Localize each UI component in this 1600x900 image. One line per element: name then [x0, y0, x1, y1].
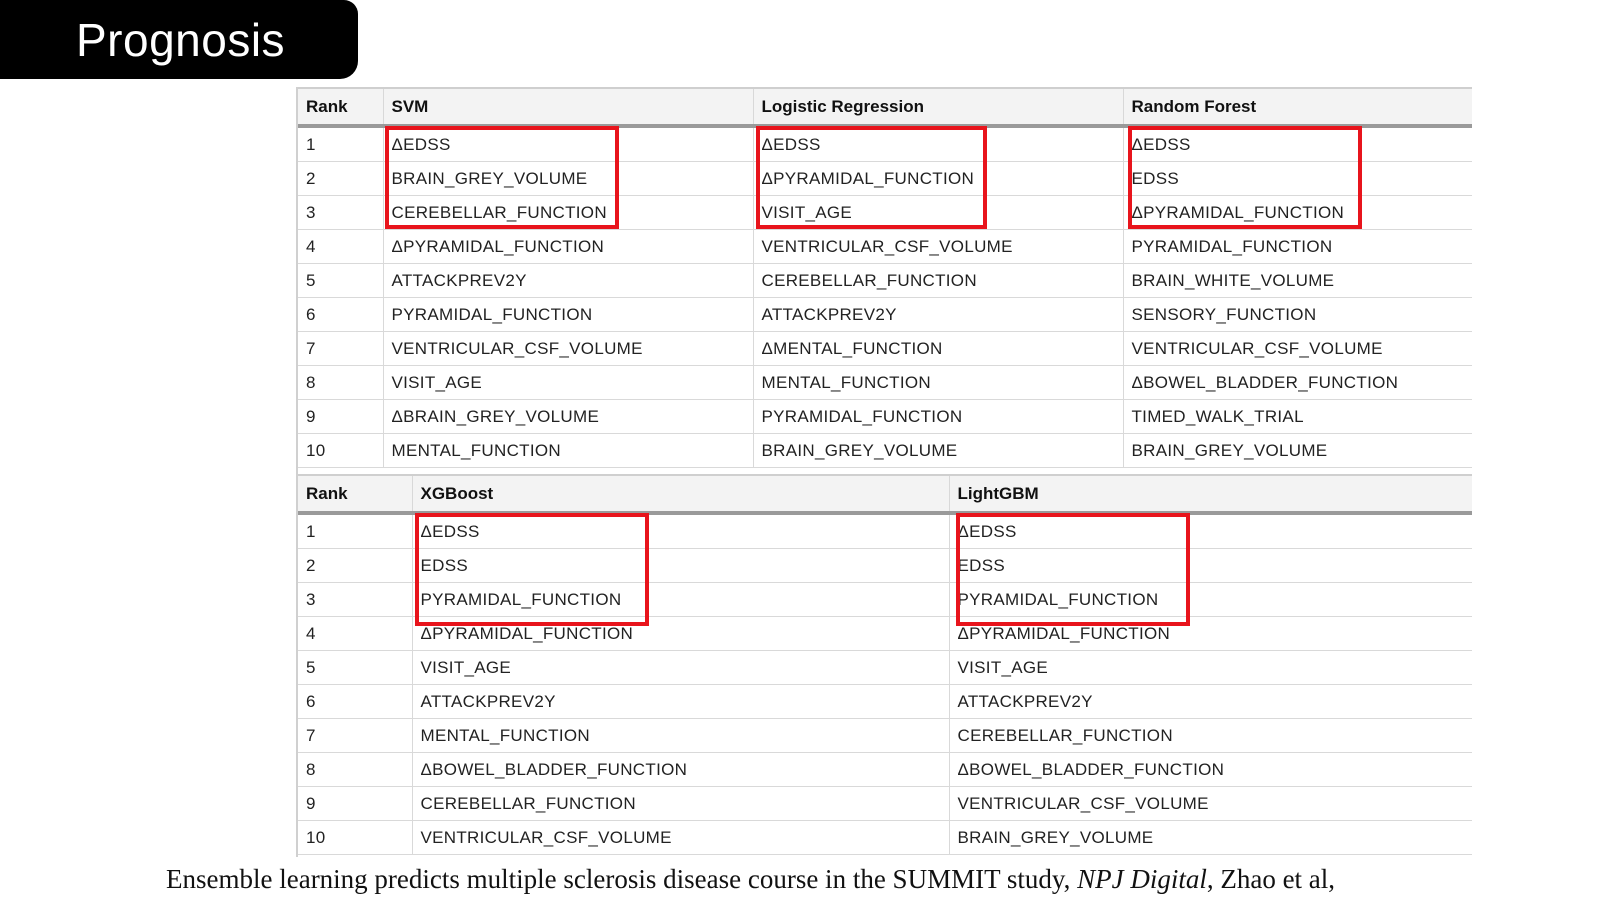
table-row: [298, 719, 1472, 753]
rank-cell: 5: [298, 651, 412, 685]
feature-cell: VISIT_AGE: [383, 366, 753, 400]
header-rank: Rank: [298, 475, 412, 513]
feature-cell: VISIT_AGE: [753, 196, 1123, 230]
feature-rank-table-top: [298, 87, 1472, 468]
caption-text: Ensemble learning predicts multiple sclerosis disease course in the SUMMIT study,: [166, 864, 1078, 894]
feature-cell: ΔBOWEL_BLADDER_FUNCTION: [412, 753, 949, 787]
feature-cell: ΔPYRAMIDAL_FUNCTION: [1123, 196, 1472, 230]
feature-cell: ΔPYRAMIDAL_FUNCTION: [949, 617, 1472, 651]
feature-cell: VENTRICULAR_CSF_VOLUME: [383, 332, 753, 366]
table-row: [298, 583, 1472, 617]
rank-cell: 9: [298, 787, 412, 821]
table-row: [298, 821, 1472, 855]
feature-cell: CEREBELLAR_FUNCTION: [383, 196, 753, 230]
feature-cell: EDSS: [412, 549, 949, 583]
header-xgboost: XGBoost: [412, 475, 949, 513]
table-row: [298, 787, 1472, 821]
feature-cell: EDSS: [1123, 162, 1472, 196]
table-row: [298, 230, 1472, 264]
feature-cell: ATTACKPREV2Y: [753, 298, 1123, 332]
feature-rank-table-bottom: [298, 474, 1472, 855]
feature-cell: PYRAMIDAL_FUNCTION: [949, 583, 1472, 617]
feature-cell: PYRAMIDAL_FUNCTION: [412, 583, 949, 617]
rank-cell: 8: [298, 366, 383, 400]
feature-cell: VISIT_AGE: [412, 651, 949, 685]
rank-cell: 8: [298, 753, 412, 787]
rank-cell: 4: [298, 617, 412, 651]
feature-cell: BRAIN_GREY_VOLUME: [1123, 434, 1472, 468]
feature-cell: ATTACKPREV2Y: [412, 685, 949, 719]
feature-cell: ATTACKPREV2Y: [949, 685, 1472, 719]
feature-cell: VISIT_AGE: [949, 651, 1472, 685]
table-row: [298, 549, 1472, 583]
table-header-row: [298, 88, 1472, 126]
header-random-forest: Random Forest: [1123, 88, 1472, 126]
feature-cell: BRAIN_GREY_VOLUME: [753, 434, 1123, 468]
table-row: [298, 685, 1472, 719]
feature-cell: TIMED_WALK_TRIAL: [1123, 400, 1472, 434]
feature-cell: BRAIN_WHITE_VOLUME: [1123, 264, 1472, 298]
title-banner: [0, 0, 358, 79]
feature-cell: VENTRICULAR_CSF_VOLUME: [412, 821, 949, 855]
feature-cell: MENTAL_FUNCTION: [412, 719, 949, 753]
feature-cell: CEREBELLAR_FUNCTION: [753, 264, 1123, 298]
feature-cell: PYRAMIDAL_FUNCTION: [753, 400, 1123, 434]
table-row: [298, 753, 1472, 787]
feature-cell: EDSS: [949, 549, 1472, 583]
feature-cell: ΔMENTAL_FUNCTION: [753, 332, 1123, 366]
table-row: [298, 400, 1472, 434]
rank-cell: 2: [298, 162, 383, 196]
feature-cell: ATTACKPREV2Y: [383, 264, 753, 298]
header-rank: Rank: [298, 88, 383, 126]
table-row: [298, 617, 1472, 651]
rank-cell: 4: [298, 230, 383, 264]
rank-cell: 3: [298, 196, 383, 230]
table-row: [298, 196, 1472, 230]
table-row: [298, 366, 1472, 400]
rank-cell: 9: [298, 400, 383, 434]
table-row: [298, 332, 1472, 366]
feature-cell: BRAIN_GREY_VOLUME: [949, 821, 1472, 855]
feature-cell: ΔPYRAMIDAL_FUNCTION: [383, 230, 753, 264]
header-svm: SVM: [383, 88, 753, 126]
feature-cell: CEREBELLAR_FUNCTION: [949, 719, 1472, 753]
feature-cell: ΔEDSS: [949, 513, 1472, 549]
table-header-row: [298, 475, 1472, 513]
feature-cell: ΔPYRAMIDAL_FUNCTION: [412, 617, 949, 651]
feature-cell: ΔEDSS: [1123, 126, 1472, 162]
rank-cell: 10: [298, 821, 412, 855]
feature-cell: BRAIN_GREY_VOLUME: [383, 162, 753, 196]
rank-cell: 10: [298, 434, 383, 468]
caption-journal: NPJ Digital: [1077, 864, 1207, 894]
rank-cell: 1: [298, 513, 412, 549]
rank-cell: 3: [298, 583, 412, 617]
feature-cell: ΔPYRAMIDAL_FUNCTION: [753, 162, 1123, 196]
table-row: [298, 264, 1472, 298]
feature-cell: ΔBRAIN_GREY_VOLUME: [383, 400, 753, 434]
feature-cell: SENSORY_FUNCTION: [1123, 298, 1472, 332]
feature-cell: VENTRICULAR_CSF_VOLUME: [1123, 332, 1472, 366]
rank-cell: 6: [298, 685, 412, 719]
feature-cell: CEREBELLAR_FUNCTION: [412, 787, 949, 821]
feature-cell: MENTAL_FUNCTION: [753, 366, 1123, 400]
feature-cell: ΔBOWEL_BLADDER_FUNCTION: [949, 753, 1472, 787]
citation-caption: [166, 864, 1335, 895]
rank-cell: 5: [298, 264, 383, 298]
feature-cell: MENTAL_FUNCTION: [383, 434, 753, 468]
rank-cell: 7: [298, 332, 383, 366]
feature-cell: PYRAMIDAL_FUNCTION: [1123, 230, 1472, 264]
page-title: Prognosis: [76, 13, 286, 66]
table-row: [298, 126, 1472, 162]
feature-cell: VENTRICULAR_CSF_VOLUME: [753, 230, 1123, 264]
feature-cell: ΔBOWEL_BLADDER_FUNCTION: [1123, 366, 1472, 400]
table-row: [298, 651, 1472, 685]
feature-cell: ΔEDSS: [383, 126, 753, 162]
rank-cell: 7: [298, 719, 412, 753]
table-row: [298, 162, 1472, 196]
feature-cell: VENTRICULAR_CSF_VOLUME: [949, 787, 1472, 821]
header-logistic-regression: Logistic Regression: [753, 88, 1123, 126]
table-row: [298, 434, 1472, 468]
feature-cell: ΔEDSS: [753, 126, 1123, 162]
rank-cell: 2: [298, 549, 412, 583]
table-row: [298, 298, 1472, 332]
rank-cell: 1: [298, 126, 383, 162]
feature-cell: PYRAMIDAL_FUNCTION: [383, 298, 753, 332]
caption-authors: , Zhao et al,: [1206, 864, 1336, 894]
rank-cell: 6: [298, 298, 383, 332]
header-lightgbm: LightGBM: [949, 475, 1472, 513]
table-row: [298, 513, 1472, 549]
feature-cell: ΔEDSS: [412, 513, 949, 549]
